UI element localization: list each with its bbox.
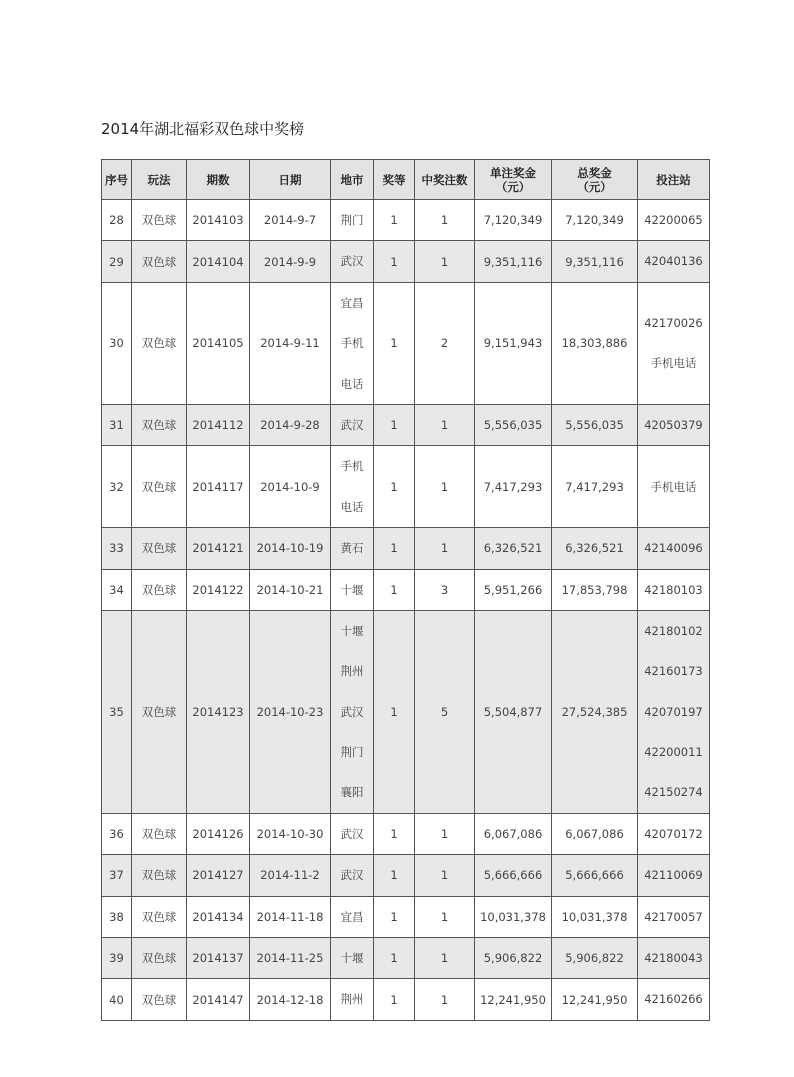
cell-city-line: 十堰 (340, 623, 364, 638)
cell-game: 双色球 (132, 813, 187, 854)
cell-total-prize: 5,906,822 (552, 938, 638, 979)
cell-city (331, 404, 374, 445)
cell-date: 2014-12-18 (250, 979, 331, 1020)
cell-level: 1 (374, 446, 415, 528)
cell-station (638, 938, 710, 979)
cell-total-prize: 12,241,950 (552, 979, 638, 1020)
cell-date: 2014-9-11 (250, 282, 331, 404)
cell-single-prize: 5,906,822 (475, 938, 552, 979)
cell-city (331, 979, 374, 1020)
table-row (102, 979, 710, 1020)
cell-date: 2014-10-9 (250, 446, 331, 528)
table-row (102, 938, 710, 979)
cell-total-prize: 27,524,385 (552, 610, 638, 813)
header-cell: 总奖金 （元） (552, 160, 638, 200)
cell-count: 1 (415, 241, 475, 282)
cell-city-line: 荆门 (340, 745, 364, 760)
cell-city (331, 896, 374, 937)
cell-level: 1 (374, 979, 415, 1020)
table-row (102, 200, 710, 241)
cell-date: 2014-9-28 (250, 404, 331, 445)
cell-city-line: 电话 (340, 499, 364, 514)
cell-issue: 2014127 (187, 855, 250, 896)
cell-game: 双色球 (132, 610, 187, 813)
header-cell: 序号 (102, 160, 132, 200)
cell-issue: 2014126 (187, 813, 250, 854)
cell-station-line: 42160266 (644, 992, 703, 1007)
cell-issue: 2014121 (187, 528, 250, 569)
cell-station-line: 42200011 (644, 745, 703, 760)
cell-total-prize: 7,120,349 (552, 200, 638, 241)
header-cell: 日期 (250, 160, 331, 200)
cell-date: 2014-9-9 (250, 241, 331, 282)
table-row (102, 404, 710, 445)
table-row (102, 446, 710, 528)
cell-station (638, 979, 710, 1020)
cell-total-prize: 18,303,886 (552, 282, 638, 404)
cell-station (638, 446, 710, 528)
cell-city-line: 手机 (340, 459, 364, 474)
cell-single-prize: 7,417,293 (475, 446, 552, 528)
cell-city-line: 武汉 (340, 868, 364, 883)
header-cell: 单注奖金 （元） (475, 160, 552, 200)
cell-city-line: 十堰 (340, 582, 364, 597)
cell-station (638, 813, 710, 854)
cell-single-prize: 9,351,116 (475, 241, 552, 282)
cell-station-line: 42180043 (644, 951, 703, 966)
cell-total-prize: 7,417,293 (552, 446, 638, 528)
cell-station (638, 282, 710, 404)
table-row (102, 813, 710, 854)
cell-station (638, 241, 710, 282)
cell-city-line: 黄石 (340, 541, 364, 556)
cell-issue: 2014122 (187, 569, 250, 610)
cell-game: 双色球 (132, 569, 187, 610)
cell-serial: 40 (102, 979, 132, 1020)
cell-city (331, 855, 374, 896)
cell-count: 1 (415, 404, 475, 445)
cell-serial: 35 (102, 610, 132, 813)
table-row (102, 282, 710, 404)
cell-count: 1 (415, 813, 475, 854)
table-row (102, 610, 710, 813)
cell-level: 1 (374, 528, 415, 569)
cell-city-line: 武汉 (340, 417, 364, 432)
cell-game: 双色球 (132, 282, 187, 404)
cell-game: 双色球 (132, 241, 187, 282)
cell-station-line: 42050379 (644, 417, 703, 432)
cell-issue: 2014117 (187, 446, 250, 528)
cell-total-prize: 5,666,666 (552, 855, 638, 896)
cell-station (638, 896, 710, 937)
cell-total-prize: 9,351,116 (552, 241, 638, 282)
cell-single-prize: 6,067,086 (475, 813, 552, 854)
cell-game: 双色球 (132, 528, 187, 569)
cell-serial: 39 (102, 938, 132, 979)
cell-level: 1 (374, 200, 415, 241)
lottery-winners-table (101, 159, 710, 1021)
cell-issue: 2014137 (187, 938, 250, 979)
cell-station-line: 42200065 (644, 213, 703, 227)
cell-city-line: 荆门 (340, 213, 364, 227)
cell-station (638, 528, 710, 569)
cell-single-prize: 5,951,266 (475, 569, 552, 610)
cell-date: 2014-11-25 (250, 938, 331, 979)
header-cell: 中奖注数 (415, 160, 475, 200)
cell-city-line: 电话 (340, 376, 364, 391)
header-cell: 玩法 (132, 160, 187, 200)
cell-game: 双色球 (132, 938, 187, 979)
cell-issue: 2014123 (187, 610, 250, 813)
cell-serial: 37 (102, 855, 132, 896)
cell-single-prize: 12,241,950 (475, 979, 552, 1020)
cell-serial: 32 (102, 446, 132, 528)
cell-total-prize: 17,853,798 (552, 569, 638, 610)
cell-level: 1 (374, 855, 415, 896)
page-title: 2014年湖北福彩双色球中奖榜 (101, 120, 305, 138)
cell-single-prize: 10,031,378 (475, 896, 552, 937)
cell-city-line: 荆州 (340, 992, 364, 1007)
cell-game: 双色球 (132, 855, 187, 896)
cell-station (638, 404, 710, 445)
cell-station-line: 42070197 (644, 704, 703, 719)
cell-count: 1 (415, 896, 475, 937)
table-row (102, 569, 710, 610)
cell-issue: 2014147 (187, 979, 250, 1020)
cell-city (331, 200, 374, 241)
cell-count: 3 (415, 569, 475, 610)
cell-single-prize: 5,504,877 (475, 610, 552, 813)
cell-station-line: 42160173 (644, 664, 703, 679)
cell-date: 2014-11-18 (250, 896, 331, 937)
cell-level: 1 (374, 813, 415, 854)
cell-game: 双色球 (132, 979, 187, 1020)
cell-issue: 2014112 (187, 404, 250, 445)
cell-level: 1 (374, 404, 415, 445)
cell-station-line: 42140096 (644, 541, 703, 556)
cell-count: 1 (415, 979, 475, 1020)
cell-single-prize: 6,326,521 (475, 528, 552, 569)
cell-single-prize: 5,666,666 (475, 855, 552, 896)
cell-serial: 36 (102, 813, 132, 854)
cell-station (638, 569, 710, 610)
cell-date: 2014-9-7 (250, 200, 331, 241)
table-body (102, 200, 710, 1021)
cell-date: 2014-10-19 (250, 528, 331, 569)
cell-single-prize: 7,120,349 (475, 200, 552, 241)
cell-level: 1 (374, 569, 415, 610)
cell-total-prize: 6,067,086 (552, 813, 638, 854)
cell-date: 2014-10-23 (250, 610, 331, 813)
cell-city (331, 446, 374, 528)
cell-total-prize: 5,556,035 (552, 404, 638, 445)
cell-serial: 30 (102, 282, 132, 404)
cell-serial: 38 (102, 896, 132, 937)
cell-city-line: 襄阳 (340, 785, 364, 800)
cell-station (638, 610, 710, 813)
cell-city (331, 938, 374, 979)
header-cell: 地市 (331, 160, 374, 200)
cell-station-line: 42170057 (644, 909, 703, 924)
cell-game: 双色球 (132, 200, 187, 241)
cell-issue: 2014104 (187, 241, 250, 282)
cell-station-line: 42150274 (644, 785, 703, 800)
cell-station-line: 手机电话 (650, 479, 697, 494)
cell-game: 双色球 (132, 896, 187, 937)
cell-date: 2014-10-21 (250, 569, 331, 610)
cell-total-prize: 6,326,521 (552, 528, 638, 569)
cell-issue: 2014103 (187, 200, 250, 241)
table-row (102, 896, 710, 937)
table-row (102, 241, 710, 282)
cell-level: 1 (374, 610, 415, 813)
cell-total-prize: 10,031,378 (552, 896, 638, 937)
header-cell: 奖等 (374, 160, 415, 200)
cell-count: 1 (415, 446, 475, 528)
cell-station-line: 42180102 (644, 623, 703, 638)
cell-count: 2 (415, 282, 475, 404)
cell-city-line: 十堰 (340, 951, 364, 966)
cell-city-line: 武汉 (340, 254, 364, 269)
cell-issue: 2014134 (187, 896, 250, 937)
cell-count: 1 (415, 200, 475, 241)
cell-city-line: 宜昌 (340, 909, 364, 924)
cell-station (638, 200, 710, 241)
cell-level: 1 (374, 282, 415, 404)
cell-city (331, 569, 374, 610)
cell-station-line: 手机电话 (650, 356, 697, 371)
cell-serial: 33 (102, 528, 132, 569)
cell-game: 双色球 (132, 446, 187, 528)
header-cell: 投注站 (638, 160, 710, 200)
cell-level: 1 (374, 938, 415, 979)
cell-station (638, 855, 710, 896)
cell-date: 2014-10-30 (250, 813, 331, 854)
cell-city (331, 528, 374, 569)
cell-city-line: 武汉 (340, 704, 364, 719)
cell-city-line: 手机 (340, 336, 364, 351)
cell-count: 1 (415, 855, 475, 896)
cell-serial: 31 (102, 404, 132, 445)
header-cell: 期数 (187, 160, 250, 200)
cell-serial: 28 (102, 200, 132, 241)
cell-city (331, 282, 374, 404)
cell-date: 2014-11-2 (250, 855, 331, 896)
cell-count: 1 (415, 938, 475, 979)
cell-city-line: 武汉 (340, 826, 364, 841)
cell-single-prize: 5,556,035 (475, 404, 552, 445)
cell-station-line: 42170026 (644, 315, 703, 330)
cell-city (331, 241, 374, 282)
table-header-row (102, 160, 710, 200)
table-row (102, 855, 710, 896)
cell-station-line: 42040136 (644, 254, 703, 269)
cell-city-line: 宜昌 (340, 295, 364, 310)
cell-station-line: 42180103 (644, 582, 703, 597)
cell-single-prize: 9,151,943 (475, 282, 552, 404)
cell-serial: 29 (102, 241, 132, 282)
cell-level: 1 (374, 896, 415, 937)
cell-city (331, 610, 374, 813)
cell-city (331, 813, 374, 854)
cell-serial: 34 (102, 569, 132, 610)
cell-count: 5 (415, 610, 475, 813)
table-row (102, 528, 710, 569)
cell-count: 1 (415, 528, 475, 569)
cell-game: 双色球 (132, 404, 187, 445)
cell-issue: 2014105 (187, 282, 250, 404)
cell-station-line: 42110069 (644, 868, 703, 883)
cell-level: 1 (374, 241, 415, 282)
cell-city-line: 荆州 (340, 664, 364, 679)
cell-station-line: 42070172 (644, 826, 703, 841)
